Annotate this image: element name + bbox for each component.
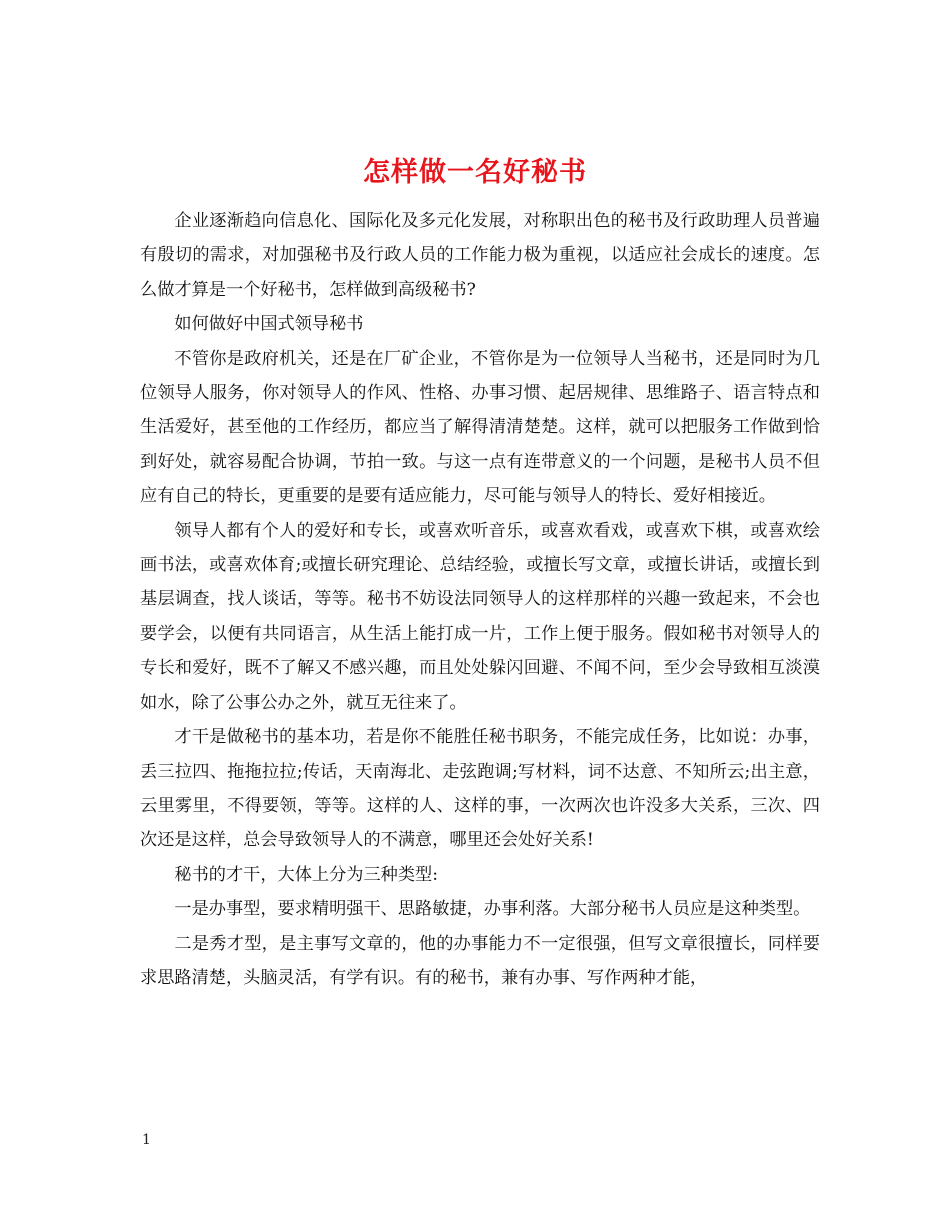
page-number: 1 <box>142 1132 151 1148</box>
paragraph-intro: 企业逐渐趋向信息化、国际化及多元化发展，对称职出色的秘书及行政助理人员普遍有殷切的需求，对加强秘书及行政人员的工作能力极为重视，以适应社会成长的速度。怎么做才算是一个好秘书，怎样做到高级秘书? <box>140 211 820 300</box>
paragraph-heading: 如何做好中国式领导秘书 <box>174 314 364 335</box>
document-title: 怎样做一名好秘书 <box>363 157 587 189</box>
document-body <box>140 204 820 995</box>
paragraph-hobbies: 领导人都有个人的爱好和专长，或喜欢听音乐，或喜欢看戏，或喜欢下棋，或喜欢绘画书法，或喜欢体育;或擅长研究理论、总结经验，或擅长写文章，或擅长讲话，或擅长到基层调查，找人谈话，等等。秘书不妨设法同领导人的这样那样的兴趣一致起来，不会也要学会，以便有共同语言，从生活上能打成一片，工作上便于服务。假如秘书对领导人的专长和爱好，既不了解又不感兴趣，而且处处躲闪回避、不闻不问，至少会导致相互淡漠如水，除了公事公办之外，就互无往来了。 <box>140 520 820 713</box>
paragraph-talent: 才干是做秘书的基本功，若是你不能胜任秘书职务，不能完成任务，比如说：办事，丢三拉四、拖拖拉拉;传话，天南海北、走弦跑调;写材料，词不达意、不知所云;出主意，云里雾里，不得要领，等等。这样的人、这样的事，一次两次也许没多大关系，三次、四次还是这样，总会导致领导人的不满意，哪里还会处好关系! <box>140 727 820 851</box>
paragraph-type-one: 一是办事型，要求精明强干、思路敏捷，办事利落。大部分秘书人员应是这种类型。 <box>174 899 811 920</box>
paragraph-type-two: 二是秀才型，是主事写文章的，他的办事能力不一定很强，但写文章很擅长，同样要求思路清楚，头脑灵活，有学有识。有的秘书，兼有办事、写作两种才能， <box>140 933 820 988</box>
paragraph-understand-leader: 不管你是政府机关，还是在厂矿企业，不管你是为一位领导人当秘书，还是同时为几位领导人服务，你对领导人的作风、性格、办事习惯、起居规律、思维路子、语言特点和生活爱好，甚至他的工作经历，都应当了解得清清楚楚。这样，就可以把服务工作做到恰到好处，就容易配合协调，节拍一致。与这一点有连带意义的一个问题，是秘书人员不但应有自己的特长，更重要的是要有适应能力，尽可能与领导人的特长、爱好相接近。 <box>140 348 820 507</box>
paragraph-types-intro: 秘书的才干，大体上分为三种类型: <box>174 864 438 885</box>
